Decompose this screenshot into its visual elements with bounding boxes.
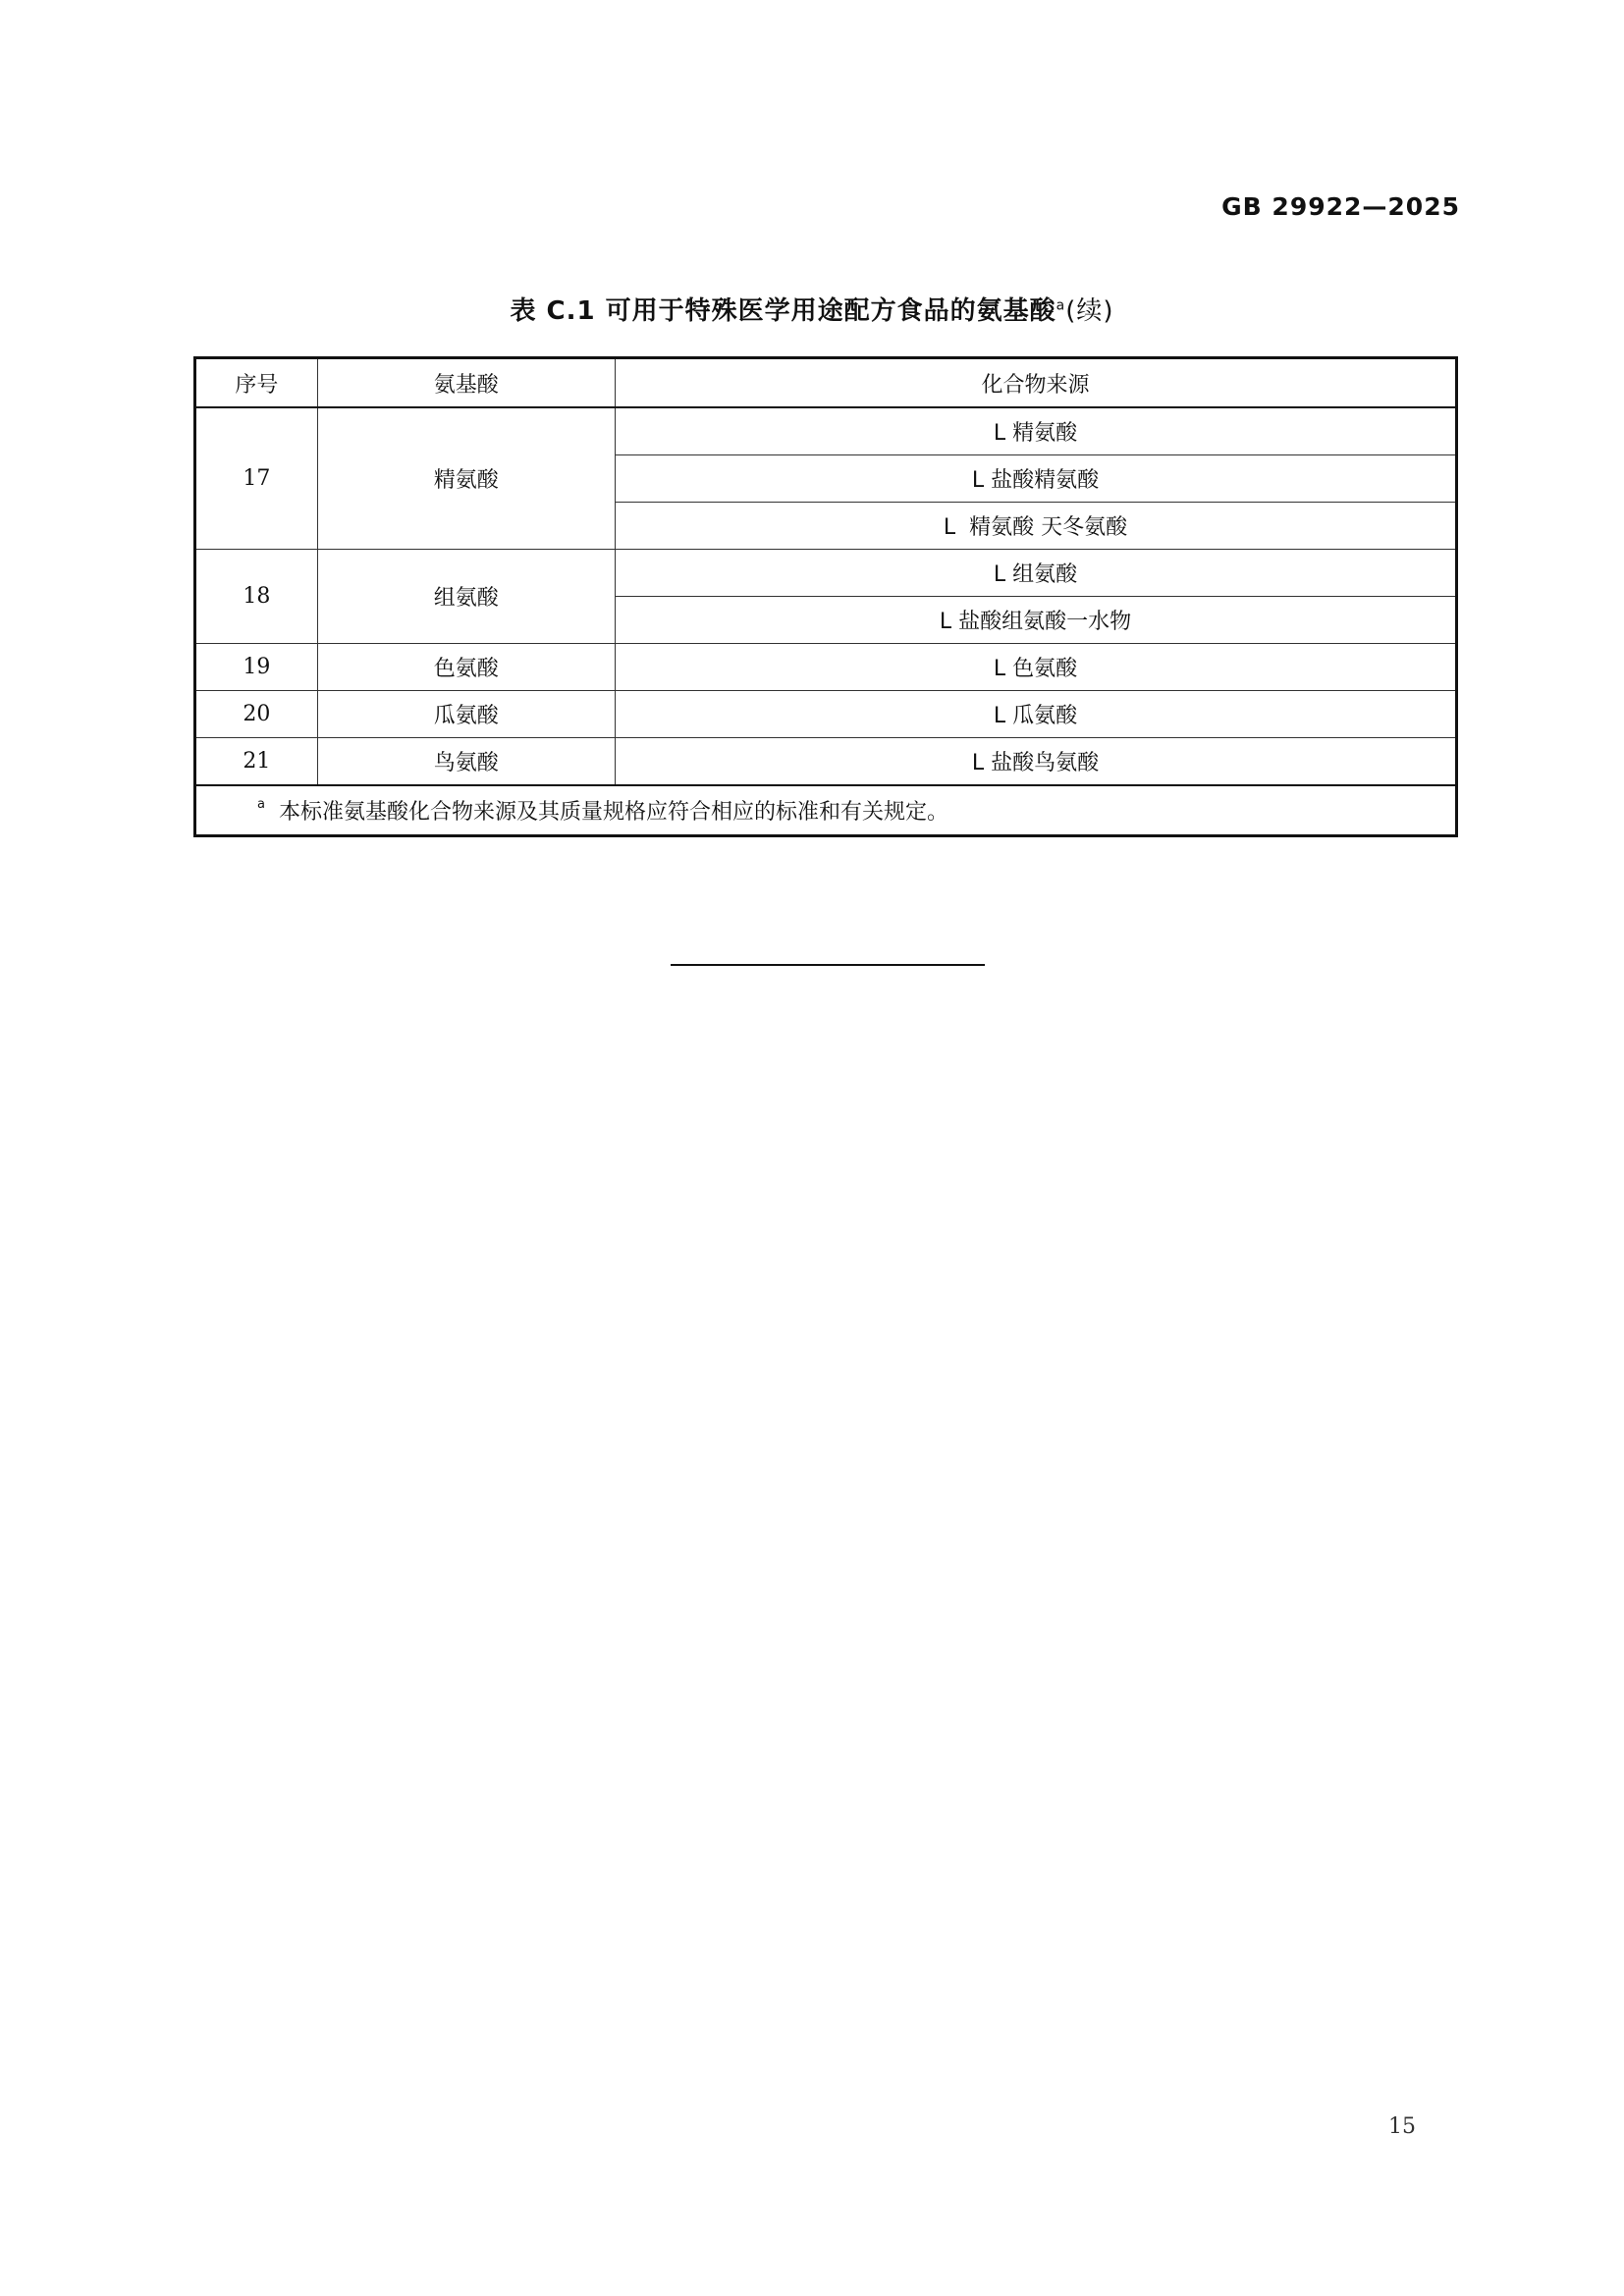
column-header-source: 化合物来源 [615, 358, 1456, 408]
amino-acid-name: 瓜氨酸 [317, 691, 615, 738]
amino-acid-name: 精氨酸 [317, 407, 615, 550]
compound-source: L 精氨酸 天冬氨酸 [615, 503, 1456, 550]
table-row [195, 407, 1457, 455]
row-number: 18 [195, 550, 318, 644]
amino-acid-name: 色氨酸 [317, 644, 615, 691]
compound-source: L 盐酸组氨酸一水物 [615, 597, 1456, 644]
row-number: 21 [195, 738, 318, 786]
page-number: 15 [1388, 2114, 1416, 2139]
table-header-row [195, 358, 1457, 408]
compound-source: L 精氨酸 [615, 407, 1456, 455]
compound-source: L 盐酸精氨酸 [615, 455, 1456, 503]
row-number: 19 [195, 644, 318, 691]
footnote-mark: a [257, 797, 265, 812]
end-of-document-rule [671, 964, 985, 966]
table-row [195, 738, 1457, 786]
amino-acid-name: 鸟氨酸 [317, 738, 615, 786]
compound-source: L 瓜氨酸 [615, 691, 1456, 738]
table-row [195, 644, 1457, 691]
table-title [0, 291, 1624, 327]
table-row [195, 550, 1457, 597]
compound-source: L 组氨酸 [615, 550, 1456, 597]
table-title-continued: (续) [1065, 296, 1114, 326]
compound-source: L 盐酸鸟氨酸 [615, 738, 1456, 786]
row-number: 20 [195, 691, 318, 738]
column-header-amino-acid: 氨基酸 [317, 358, 615, 408]
table-row [195, 691, 1457, 738]
row-number: 17 [195, 407, 318, 550]
table-footnote [195, 785, 1457, 836]
footnote-text: 本标准氨基酸化合物来源及其质量规格应符合相应的标准和有关规定。 [278, 800, 948, 825]
amino-acid-table [193, 356, 1458, 837]
table-title-footnote-mark: a [1056, 297, 1066, 314]
amino-acid-name: 组氨酸 [317, 550, 615, 644]
column-header-no: 序号 [195, 358, 318, 408]
table-footnote-row [195, 785, 1457, 836]
standard-code: GB 29922—2025 [1221, 192, 1460, 221]
table-title-text: 表 C.1 可用于特殊医学用途配方食品的氨基酸 [510, 296, 1056, 326]
compound-source: L 色氨酸 [615, 644, 1456, 691]
